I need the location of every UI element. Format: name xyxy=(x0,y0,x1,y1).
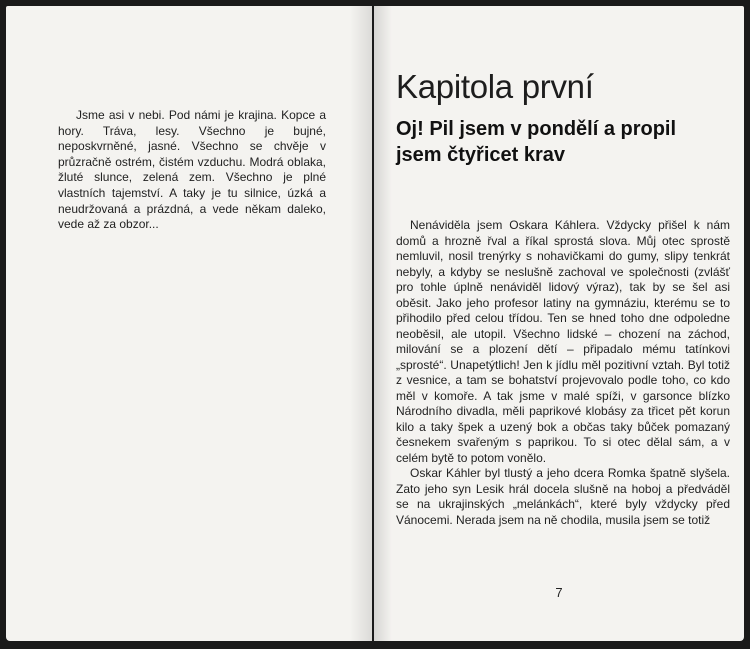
page-number: 7 xyxy=(555,585,563,600)
left-page xyxy=(6,6,372,641)
right-page xyxy=(374,6,744,641)
chapter-title: Kapitola první xyxy=(396,68,594,105)
gutter-shadow xyxy=(374,6,392,641)
chapter-subtitle: Oj! Pil jsem v pondělí a propil jsem čtyřicet krav xyxy=(396,118,677,166)
left-page-text: Jsme asi v nebi. Pod námi je krajina. Kopce a hory. Tráva, lesy. Všechno je bujné, neposkvrněné, jasné. Všechno se chvěje v průzračně ostrém, čistém vzduchu. Modrá oblaka, žluté slunce, zelená zem. Všechno je plné vlastních tajemství. A taky je tu silnice, úzká a neudržovaná a prázdná, a vede někam daleko, vede až za obzor... xyxy=(58,108,326,232)
paragraph: Nenáviděla jsem Oskara Káhlera. Vždycky přišel k nám domů a hrozně řval a říkal sprostá slova. Můj otec sprostě nemluvil, nosil trenýrky s nohavičkami do gumy, slipy tenkrát nebyly, a kdyby se neslušně zachoval ve společnosti (zvlášť pro tohle úplně nenáviděl lidový výraz), tak by se šel asi oběsit. Jako jeho profesor latiny na gymnáziu, kterému se to přihodilo před celou třídou. Ten se hned toho dne odpoledne neoběsil, ale utopil. Všechno lidské – chození na záchod, milování se a plození dětí – připadalo mému tatínkovi „sprosté“. Unapetýtlich! Jen k jídlu měl pozitivní vztah. Byl totiž z vesnice, a tam se bohatství projevovalo podle toho, co kdo měl v komoře. A tak jsme v malé spíži, v garsonce blízko Národního divadla, měli paprikové klobásy za třicet pět korun kilo a taky špek a uzený bok a občas taky bůček pomazaný česnekem svařeným s paprikou. To si otec dělal sám, a v celém bytě to potom vonělo. xyxy=(396,218,730,465)
chapter-body xyxy=(396,218,730,528)
gutter-shadow xyxy=(350,6,372,641)
paragraph: Oskar Káhler byl tlustý a jeho dcera Romka špatně slyšela. Zato jeho syn Lesik hrál docela slušně na hoboj a předváděl se na ukrajinských „melánkách“, které byly vždycky před Vánocemi. Nerada jsem na ně chodila, musila jsem se totiž xyxy=(396,466,730,527)
